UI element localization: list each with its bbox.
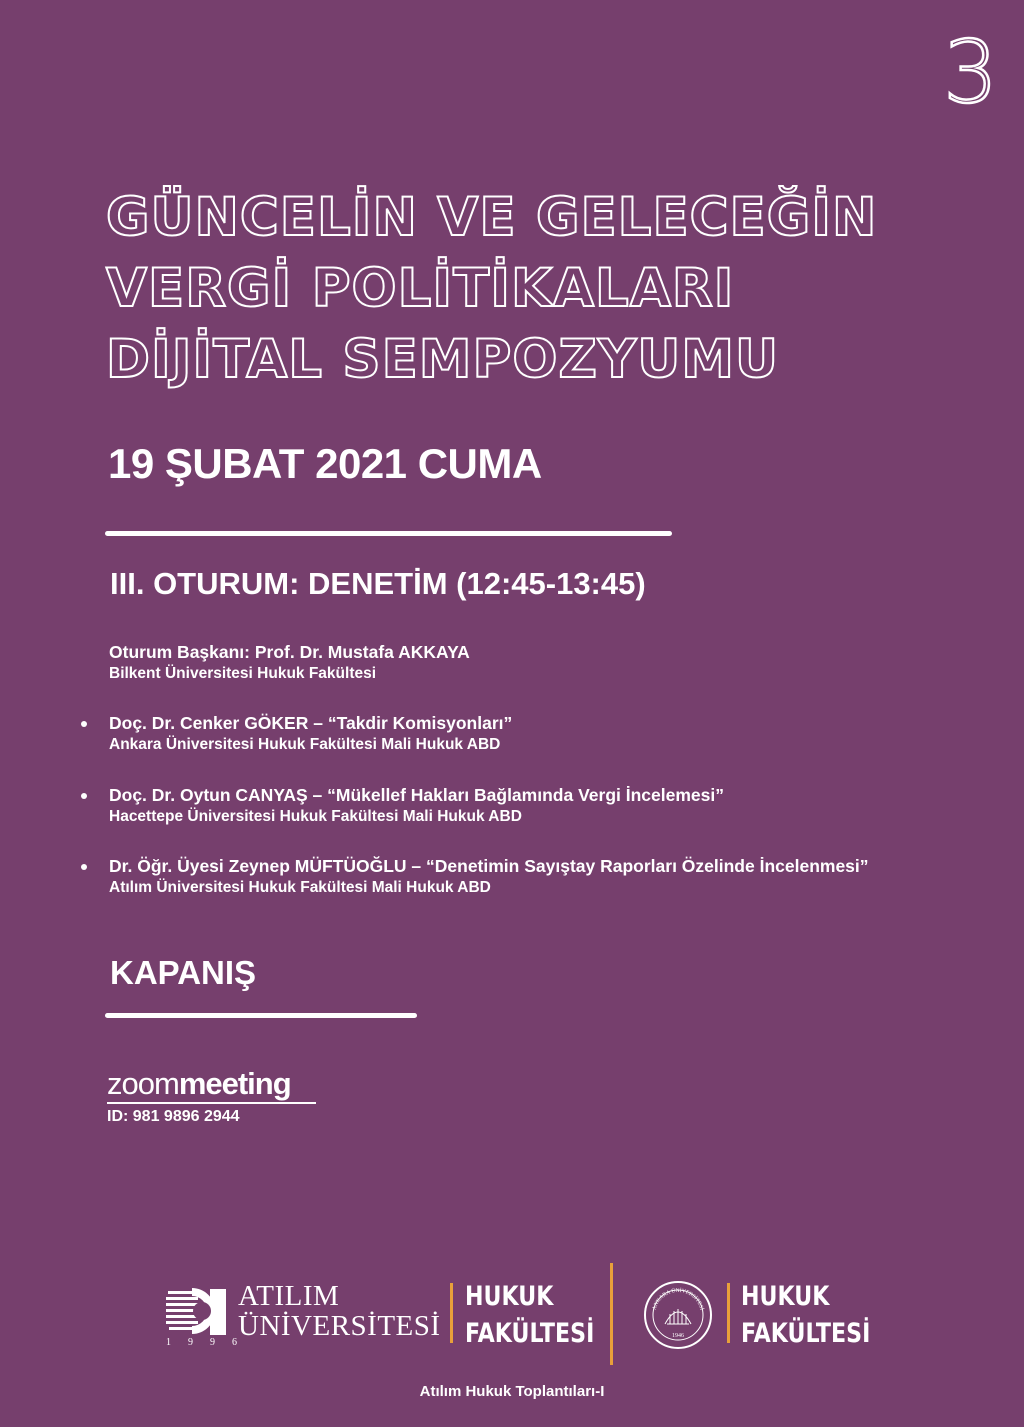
divider-bottom <box>105 1013 417 1018</box>
chair-affiliation: Bilkent Üniversitesi Hukuk Fakültesi <box>109 665 377 682</box>
chair-name: Oturum Başkanı: Prof. Dr. Mustafa AKKAYA <box>109 642 470 662</box>
atilim-name-line1: ATILIM <box>238 1280 340 1312</box>
bullet-icon <box>81 721 87 727</box>
orange-separator <box>727 1283 730 1343</box>
divider-top <box>105 531 672 536</box>
zoom-logo-zoom: zoom <box>107 1066 179 1101</box>
speaker-item <box>109 784 724 828</box>
meeting-series: Atılım Hukuk Toplantıları-I <box>419 1383 605 1400</box>
session-chair <box>109 641 470 685</box>
speaker-name: Doç. Dr. Oytun CANYAŞ – “Mükellef Hakları Bağlamında Vergi İncelemesi” <box>109 785 724 805</box>
zoom-meeting-block <box>107 1066 316 1126</box>
seal-year: 1946 <box>672 1333 684 1339</box>
speaker-affiliation: Atılım Üniversitesi Hukuk Fakültesi Mali Hukuk ABD <box>109 879 491 896</box>
zoom-meeting-id: ID: 981 9896 2944 <box>107 1108 240 1125</box>
atilim-logo-icon <box>166 1285 228 1337</box>
title-line-2: VERGİ POLİTİKALARI <box>106 258 735 319</box>
atilim-name-line2: ÜNİVERSİTESİ <box>238 1310 441 1342</box>
atilim-university-name <box>238 1281 441 1341</box>
ankara-law-faculty <box>741 1278 870 1352</box>
page-number: 3 <box>943 23 998 123</box>
session-title: III. OTURUM: DENETİM (12:45-13:45) <box>110 566 646 601</box>
speaker-name: Doç. Dr. Cenker GÖKER – “Takdir Komisyonları” <box>109 713 513 733</box>
symposium-title <box>106 182 877 395</box>
svg-text:ANKARA ÜNİVERSİTESİ <box>652 1287 706 1311</box>
speaker-affiliation: Hacettepe Üniversitesi Hukuk Fakültesi Mali Hukuk ABD <box>109 808 522 825</box>
event-date: 19 ŞUBAT 2021 CUMA <box>108 440 542 487</box>
seal-text: ANKARA ÜNİVERSİTESİ <box>651 1287 705 1311</box>
speaker-name: Dr. Öğr. Üyesi Zeynep MÜFTÜOĞLU – “Denetimin Sayıştay Raporları Özelinde İncelenmesi” <box>109 856 869 876</box>
atilim-year: 1996 <box>166 1337 254 1348</box>
faculty-line2: FAKÜLTESİ <box>465 1318 595 1349</box>
ankara-university-seal-icon <box>643 1280 713 1350</box>
atilim-law-faculty <box>465 1278 594 1352</box>
faculty-line1: HUKUK <box>741 1281 830 1312</box>
faculty-line2: FAKÜLTESİ <box>741 1318 871 1349</box>
orange-separator <box>450 1283 453 1343</box>
faculty-line1: HUKUK <box>465 1281 554 1312</box>
closing-heading: KAPANIŞ <box>110 954 257 991</box>
title-line-3: DİJİTAL SEMPOZYUMU <box>106 329 780 390</box>
speaker-item <box>109 855 869 899</box>
bullet-icon <box>81 793 87 799</box>
zoom-underline <box>107 1102 316 1104</box>
zoom-logo-meeting: meeting <box>178 1066 291 1101</box>
zoom-logo <box>107 1066 316 1102</box>
orange-center-separator <box>610 1263 613 1365</box>
speaker-item <box>109 712 512 756</box>
speaker-affiliation: Ankara Üniversitesi Hukuk Fakültesi Mali Hukuk ABD <box>109 736 501 753</box>
bullet-icon <box>81 864 87 870</box>
title-line-1: GÜNCELİN VE GELECEĞİN <box>106 187 878 248</box>
